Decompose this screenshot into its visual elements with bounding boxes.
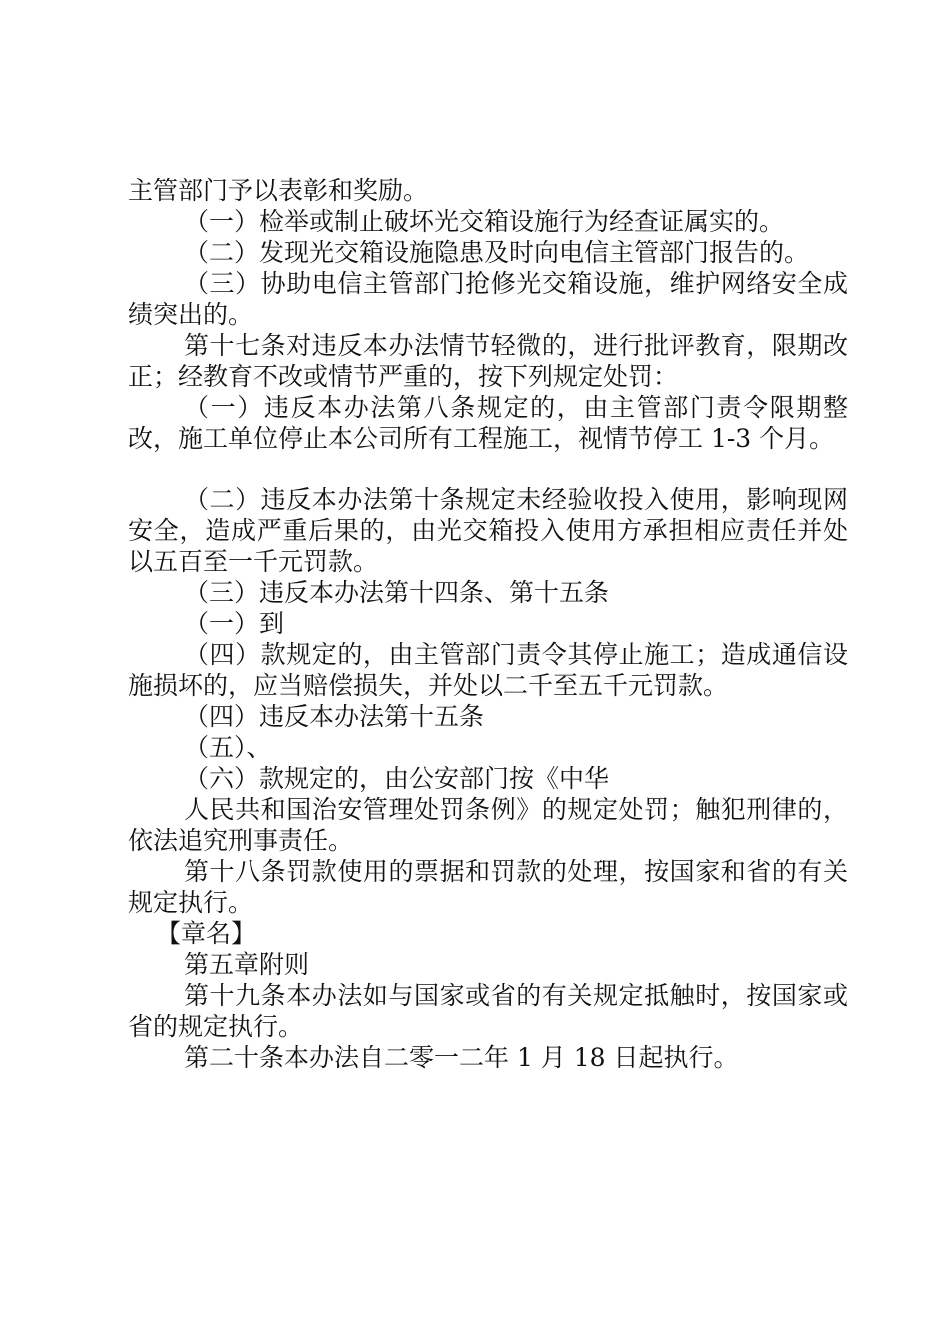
chapter-tag: 【章名】: [156, 919, 257, 948]
paragraph-penalty-4-item-6: （六）款规定的，由公安部门按《中华: [184, 764, 610, 793]
paragraph-article-17: 第十七条对违反本办法情节轻微的，进行批评教育，限期改正；经教育不改或情节严重的，按下列规定处罚：: [128, 331, 848, 391]
chapter-title: 第五章附则: [184, 950, 310, 979]
paragraph-penalty-4: （四）违反本办法第十五条: [184, 702, 485, 731]
paragraph-penalty-4-detail: 人民共和国治安管理处罚条例》的规定处罚；触犯刑律的，依法追究刑事责任。: [128, 795, 848, 855]
paragraph-award-item-1: （一）检举或制止破坏光交箱设施行为经查证属实的。: [184, 207, 785, 236]
paragraph-article-18: 第十八条罚款使用的票据和罚款的处理，按国家和省的有关规定执行。: [128, 857, 848, 917]
paragraph-penalty-2: （二）违反本办法第十条规定未经验收投入使用，影响现网安全，造成严重后果的，由光交箱投入使用方承担相应责任并处以五百至一千元罚款。: [128, 485, 848, 576]
paragraph-penalty-3: （三）违反本办法第十四条、第十五条: [184, 578, 610, 607]
paragraph-award-intro: 主管部门予以表彰和奖励。: [128, 176, 429, 205]
paragraph-award-item-2: （二）发现光交箱设施隐患及时向电信主管部门报告的。: [184, 238, 810, 267]
paragraph-penalty-3-range: （一）到: [184, 609, 285, 638]
paragraph-article-19: 第十九条本办法如与国家或省的有关规定抵触时，按国家或省的规定执行。: [128, 981, 848, 1041]
paragraph-article-20: 第二十条本办法自二零一二年 1 月 18 日起执行。: [184, 1043, 739, 1072]
paragraph-penalty-1: （一）违反本办法第八条规定的，由主管部门责令限期整改，施工单位停止本公司所有工程施工，视情节停工 1-3 个月。: [128, 393, 848, 453]
paragraph-penalty-4-item-5: （五）、: [184, 733, 272, 762]
paragraph-penalty-3-detail: （四）款规定的，由主管部门责令其停止施工；造成通信设施损坏的，应当赔偿损失，并处以二千至五千元罚款。: [128, 640, 848, 700]
paragraph-award-item-3: （三）协助电信主管部门抢修光交箱设施，维护网络安全成绩突出的。: [128, 269, 848, 329]
